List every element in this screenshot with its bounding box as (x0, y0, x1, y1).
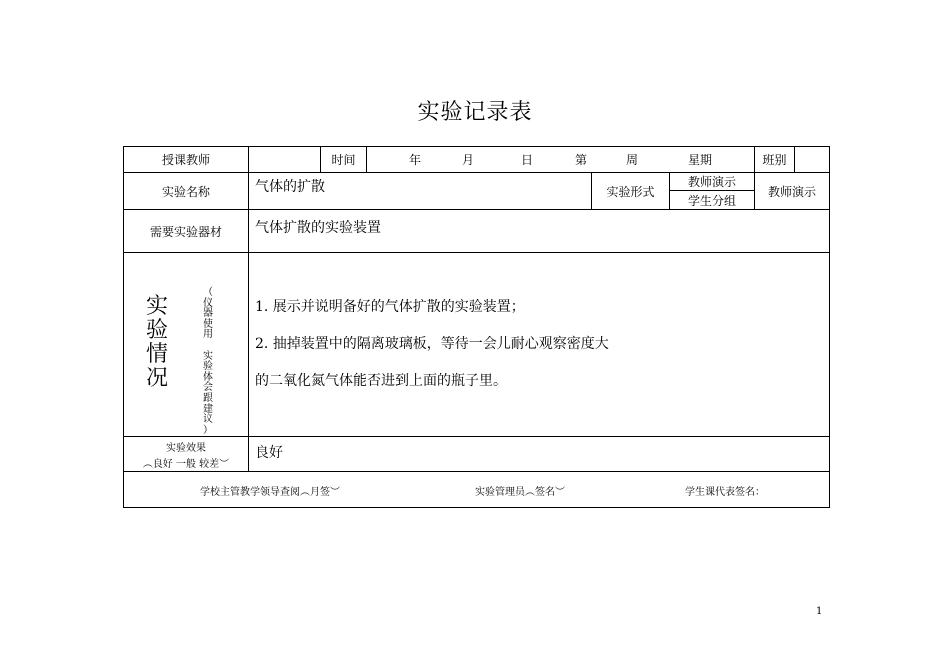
step-line: 2. 抽掉装置中的隔离玻璃板，等待一会儿耐心观察密度大 (255, 336, 609, 352)
situation-label: 实 验 情 况 (145, 294, 168, 391)
name-value[interactable]: 气体的扩散 (255, 179, 325, 195)
page-title: 实验记录表 (417, 100, 533, 125)
effect-label: 实验效果 (166, 442, 206, 454)
equipment-label: 需要实验器材 (149, 224, 222, 239)
class-label: 班别 (762, 153, 787, 167)
step-line: 的二氧化氮气体能否进到上面的瓶子里。 (255, 373, 507, 389)
time-label: 时间 (331, 153, 356, 167)
weekday-label: 星期 (687, 153, 712, 167)
class-value[interactable] (795, 147, 829, 172)
col-divider (248, 146, 249, 471)
teacher-value[interactable] (249, 147, 320, 172)
row-divider (123, 436, 830, 437)
name-label: 实验名称 (161, 184, 210, 199)
student-signature[interactable]: 学生课代表签名： (685, 486, 765, 498)
leader-signature[interactable]: 学校主管教学领导查阅︵月签︶ (200, 486, 340, 498)
manager-signature[interactable]: 实验管理员︵签名︶ (475, 486, 565, 498)
effect-value[interactable]: 良好 (255, 445, 283, 461)
form-option-teacher[interactable]: 教师演示 (687, 175, 736, 189)
di-label: 第 (574, 153, 587, 167)
equipment-value[interactable]: 气体扩散的实验装置 (255, 220, 381, 236)
week-label: 周 (625, 153, 638, 167)
step-line: 1. 展示并说明备好的气体扩散的实验装置； (255, 299, 525, 315)
row-divider (123, 252, 830, 253)
month-label: 月 (461, 153, 474, 167)
form-label: 实验形式 (606, 184, 655, 199)
col-divider (366, 146, 367, 172)
teacher-label: 授课教师 (161, 153, 210, 167)
row-divider (123, 471, 830, 472)
form-option-student[interactable]: 学生分组 (687, 193, 736, 208)
year-label: 年 (408, 153, 421, 167)
day-label: 日 (520, 153, 533, 167)
effect-options: ︵良好 一般 较差︶ (142, 458, 230, 470)
form-value: 教师演示 (767, 184, 816, 199)
page-number: 1 (816, 606, 823, 617)
situation-sublabel: （ 仪 器 使 用 实 验 体 会 跟 建 议 ） (203, 287, 213, 436)
